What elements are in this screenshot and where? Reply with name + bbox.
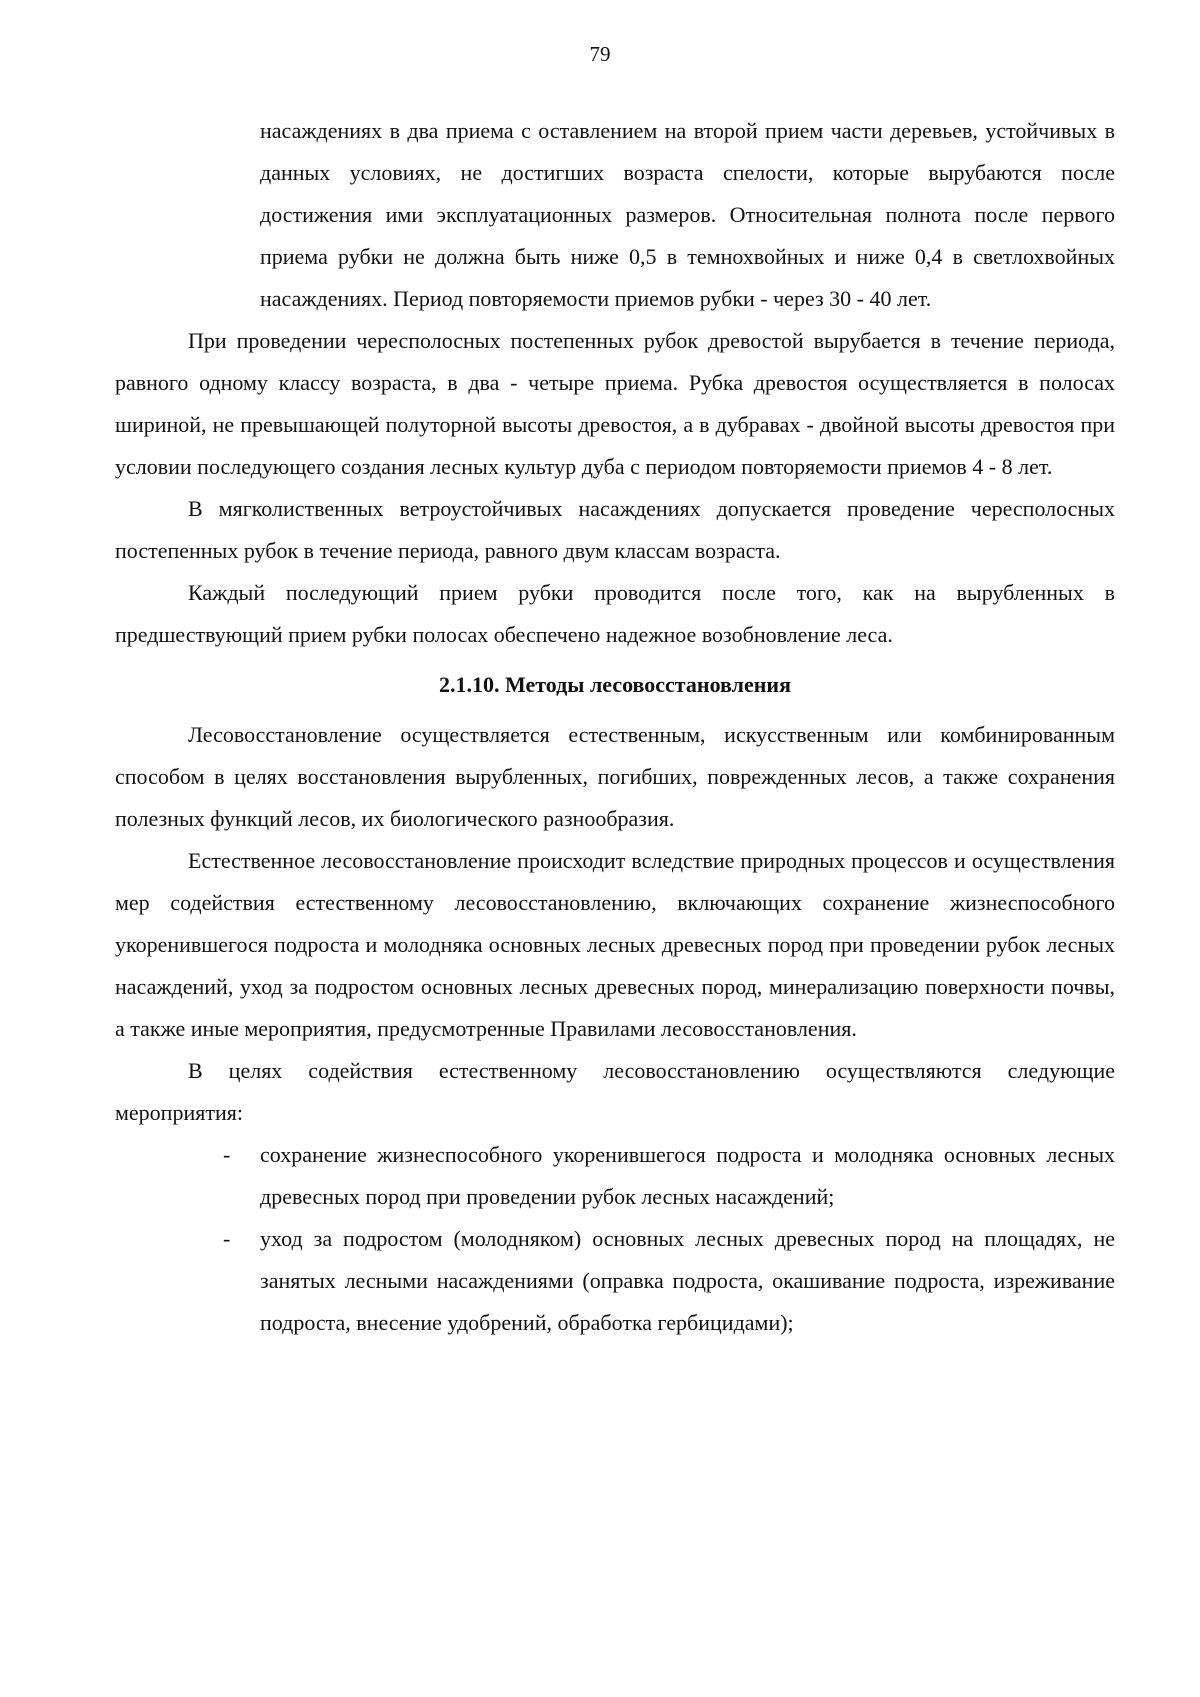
list-item-text: уход за подростом (молодняком) основных лесных древесных пород на площадях, не занятых лесными насаждениями (оправка подроста, окашивание подроста, изреживание подроста, внесение удобрений, обработка гербицидами); — [260, 1226, 1115, 1335]
paragraph-softwood-stands: В мягколиственных ветроустойчивых насаждениях допускается проведение чересполосных постепенных рубок в течение периода, равного двум классам возраста. — [115, 496, 1115, 563]
continuation-paragraph: насаждениях в два приема с оставлением на второй прием части деревьев, устойчивых в данных условиях, не достигших возраста спелости, которые вырубаются после достижения ими эксплуатационных размеров. Относительная полнота после первого приема рубки не должна быть ниже 0,5 в темнохвойных и ниже 0,4 в светлохвойных насаждениях. Период повторяемости приемов рубки - через 30 - 40 лет. — [260, 118, 1115, 311]
paragraph-strip-cutting: При проведении чересполосных постепенных рубок древостой вырубается в течение периода, равного одному классу возраста, в два - четыре приема. Рубка древостоя осуществляется в полосах шириной, не превышающей полуторной высоты древостоя, а в дубравах - двойной высоты древостоя при условии последующего создания лесных культур дуба с периодом повторяемости приемов 4 - 8 лет. — [115, 328, 1115, 479]
paragraph-reforestation: Лесовосстановление осуществляется естественным, искусственным или комбинированным способом в целях восстановления вырубленных, погибших, поврежденных лесов, а также сохранения полезных функций лесов, их биологического разнообразия. — [115, 722, 1115, 831]
paragraph-subsequent-cutting: Каждый последующий прием рубки проводится после того, как на вырубленных в предшествующий прием рубки полосах обеспечено надежное возобновление леса. — [115, 580, 1115, 647]
measures-list — [115, 1134, 1115, 1344]
page-content — [115, 110, 1115, 1344]
paragraph-measures-intro: В целях содействия естественному лесовосстановлению осуществляются следующие мероприятия: — [115, 1058, 1115, 1125]
list-bullet: - — [223, 1142, 231, 1167]
list-item-text: сохранение жизнеспособного укоренившегося подроста и молодняка основных лесных древесных пород при проведении рубок лесных насаждений; — [260, 1142, 1115, 1209]
list-bullet: - — [223, 1226, 231, 1251]
list-item — [115, 1134, 1115, 1218]
list-item — [115, 1218, 1115, 1344]
section-heading: 2.1.10. Методы лесовосстановления — [439, 672, 791, 697]
page-number: 79 — [589, 42, 611, 66]
paragraph-natural-reforestation: Естественное лесовосстановление происходит вследствие природных процессов и осуществления мер содействия естественному лесовосстановлению, включающих сохранение жизнеспособного укоренившегося подроста и молодняка основных лесных древесных пород при проведении рубок лесных насаждений, уход за подростом основных лесных древесных пород, минерализацию поверхности почвы, а также иные мероприятия, предусмотренные Правилами лесовосстановления. — [115, 848, 1115, 1041]
